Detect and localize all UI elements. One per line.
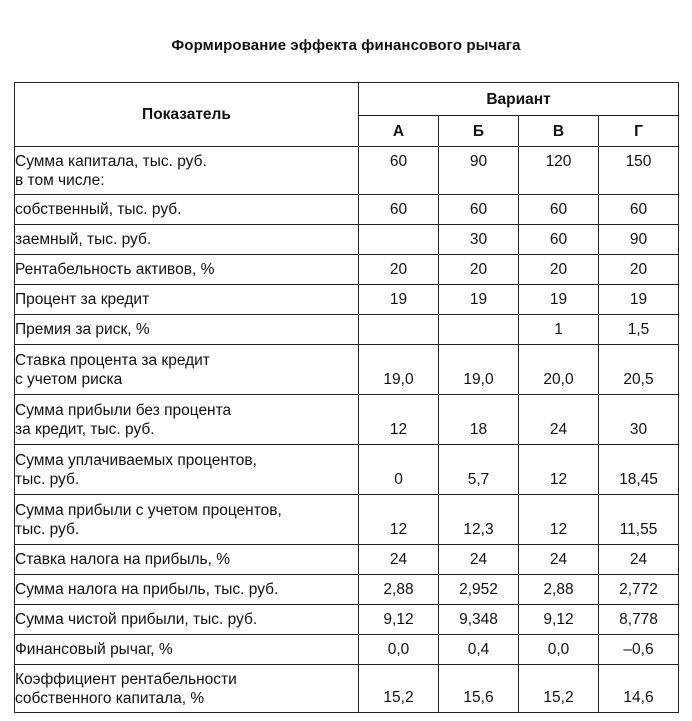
value-cell: 20 [519, 255, 599, 285]
row-label: Сумма чистой прибыли, тыс. руб. [15, 605, 359, 635]
value-cell: –0,6 [599, 635, 679, 665]
value-cell: 12 [359, 495, 439, 545]
value-cell: 1,5 [599, 315, 679, 345]
value-cell: 20,0 [519, 345, 599, 395]
value-cell: 30 [599, 395, 679, 445]
row-label: Сумма налога на прибыль, тыс. руб. [15, 575, 359, 605]
value-cell: 12 [519, 445, 599, 495]
value-cell: 19 [599, 285, 679, 315]
value-cell: 9,348 [439, 605, 519, 635]
value-cell: 15,2 [359, 665, 439, 713]
value-cell: 12 [359, 395, 439, 445]
variant-v-header: В [519, 116, 599, 147]
table-row [15, 605, 679, 635]
value-cell: 0,0 [519, 635, 599, 665]
table-row [15, 665, 679, 713]
table-row [15, 315, 679, 345]
table-row [15, 195, 679, 225]
value-cell: 120 [519, 147, 599, 195]
value-cell: 24 [439, 545, 519, 575]
value-cell: 30 [439, 225, 519, 255]
value-cell [439, 315, 519, 345]
value-cell: 14,6 [599, 665, 679, 713]
table-row [15, 495, 679, 545]
value-cell: 20 [439, 255, 519, 285]
value-cell: 19 [519, 285, 599, 315]
variant-a-header: А [359, 116, 439, 147]
value-cell: 2,88 [519, 575, 599, 605]
table-row [15, 445, 679, 495]
value-cell: 18 [439, 395, 519, 445]
value-cell: 60 [519, 225, 599, 255]
row-label: Рентабельность активов, % [15, 255, 359, 285]
value-cell: 0,4 [439, 635, 519, 665]
table-row [15, 147, 679, 195]
indicator-header: Показатель [15, 83, 359, 147]
table-row [15, 395, 679, 445]
value-cell: 15,2 [519, 665, 599, 713]
value-cell: 20 [359, 255, 439, 285]
value-cell: 24 [359, 545, 439, 575]
value-cell: 0,0 [359, 635, 439, 665]
value-cell: 11,55 [599, 495, 679, 545]
value-cell: 5,7 [439, 445, 519, 495]
value-cell: 60 [439, 195, 519, 225]
value-cell: 60 [359, 195, 439, 225]
financial-leverage-table [14, 82, 679, 713]
row-label: Сумма прибыли с учетом процентов, тыс. руб. [15, 495, 359, 545]
value-cell: 24 [599, 545, 679, 575]
table-title: Формирование эффекта финансового рычага [171, 37, 521, 54]
value-cell [359, 225, 439, 255]
value-cell: 19 [359, 285, 439, 315]
value-cell: 60 [359, 147, 439, 195]
row-label: Сумма капитала, тыс. руб. в том числе: [15, 147, 359, 195]
row-label: Премия за риск, % [15, 315, 359, 345]
value-cell: 0 [359, 445, 439, 495]
value-cell: 18,45 [599, 445, 679, 495]
row-label: Процент за кредит [15, 285, 359, 315]
table-row [15, 575, 679, 605]
row-label: Ставка налога на прибыль, % [15, 545, 359, 575]
value-cell: 15,6 [439, 665, 519, 713]
value-cell: 20,5 [599, 345, 679, 395]
value-cell: 20 [599, 255, 679, 285]
row-label: Финансовый рычаг, % [15, 635, 359, 665]
value-cell: 9,12 [519, 605, 599, 635]
value-cell: 2,88 [359, 575, 439, 605]
value-cell: 2,772 [599, 575, 679, 605]
value-cell: 12 [519, 495, 599, 545]
variant-b-header: Б [439, 116, 519, 147]
row-label: собственный, тыс. руб. [15, 195, 359, 225]
table-row [15, 285, 679, 315]
value-cell [359, 315, 439, 345]
variant-header: Вариант [359, 83, 679, 116]
row-label: Ставка процента за кредит с учетом риска [15, 345, 359, 395]
table-body [15, 147, 679, 713]
value-cell: 19,0 [359, 345, 439, 395]
value-cell: 19 [439, 285, 519, 315]
value-cell: 1 [519, 315, 599, 345]
row-label: заемный, тыс. руб. [15, 225, 359, 255]
row-label: Сумма уплачиваемых процентов, тыс. руб. [15, 445, 359, 495]
value-cell: 24 [519, 395, 599, 445]
value-cell: 8,778 [599, 605, 679, 635]
row-label: Коэффициент рентабельности собственного капитала, % [15, 665, 359, 713]
table-row [15, 545, 679, 575]
value-cell: 24 [519, 545, 599, 575]
table-row [15, 225, 679, 255]
value-cell: 60 [599, 195, 679, 225]
value-cell: 90 [599, 225, 679, 255]
value-cell: 90 [439, 147, 519, 195]
value-cell: 2,952 [439, 575, 519, 605]
value-cell: 12,3 [439, 495, 519, 545]
row-label: Сумма прибыли без процента за кредит, тыс. руб. [15, 395, 359, 445]
value-cell: 150 [599, 147, 679, 195]
value-cell: 9,12 [359, 605, 439, 635]
variant-g-header: Г [599, 116, 679, 147]
value-cell: 19,0 [439, 345, 519, 395]
table-row [15, 635, 679, 665]
value-cell: 60 [519, 195, 599, 225]
table-row [15, 255, 679, 285]
table-row [15, 345, 679, 395]
